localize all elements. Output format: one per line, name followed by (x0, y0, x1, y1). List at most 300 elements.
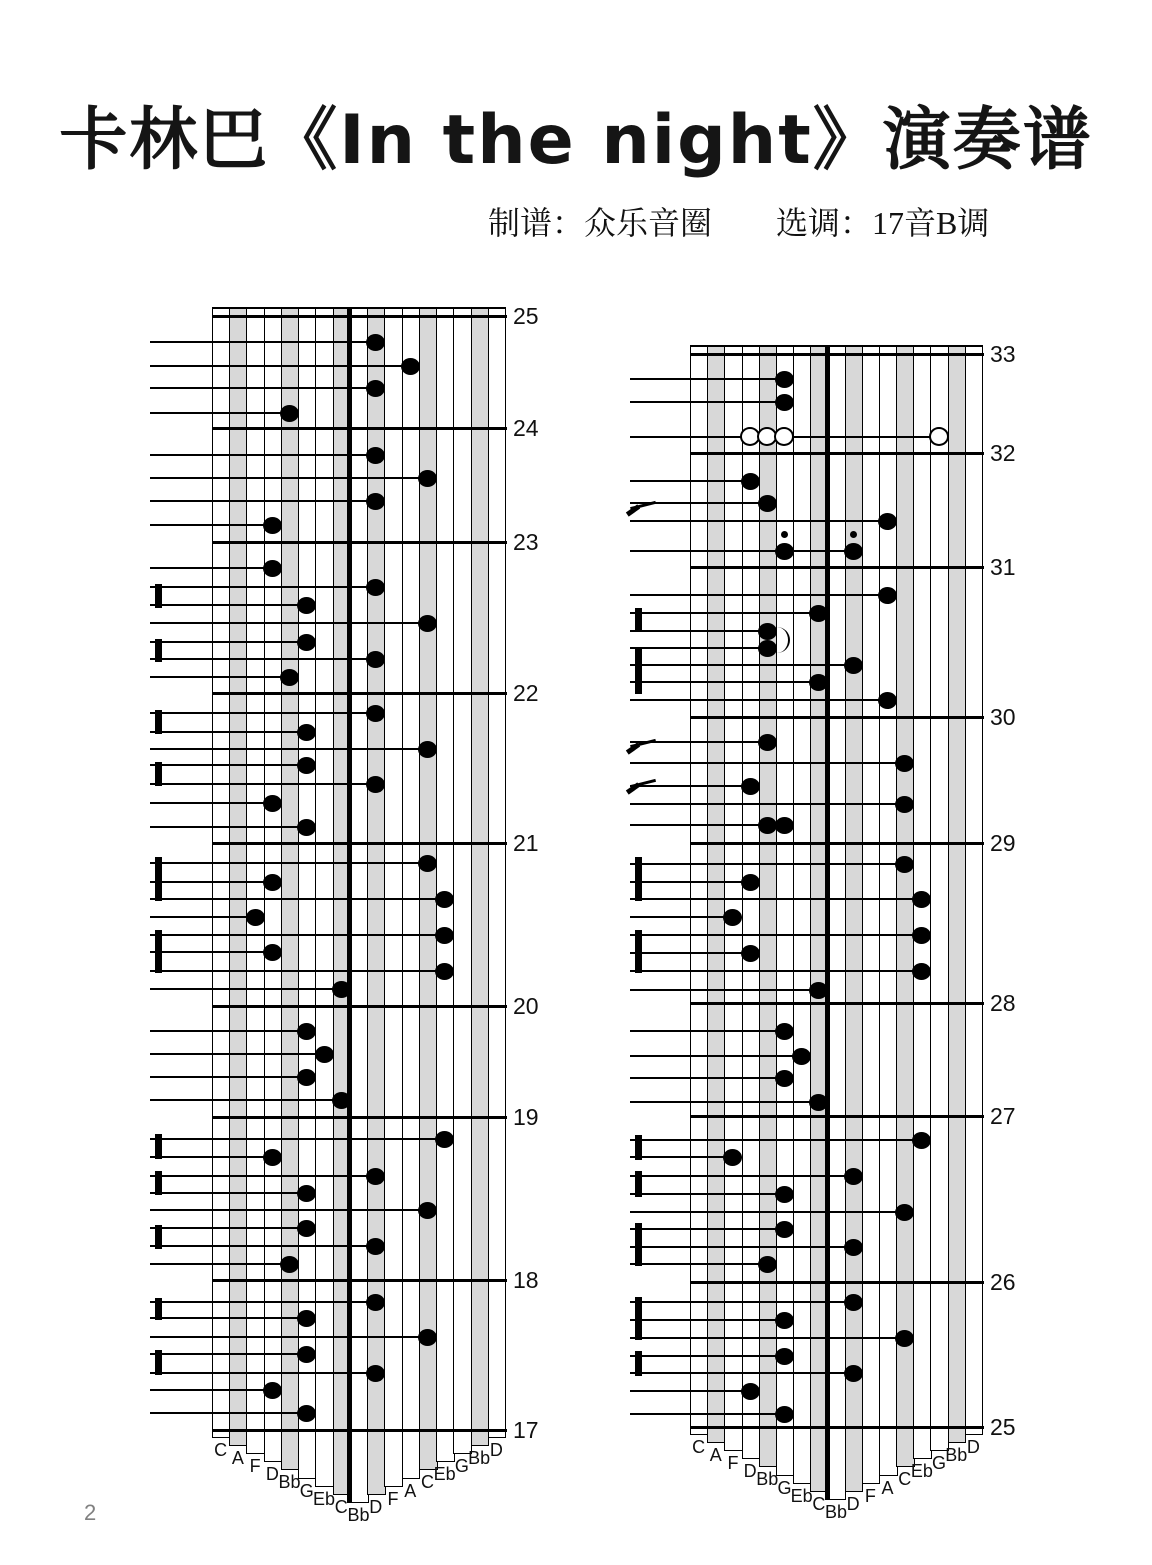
note-beat-line (150, 658, 376, 660)
note-dot (418, 1202, 437, 1219)
note-beat-line (150, 1099, 341, 1101)
note-dot (775, 543, 794, 560)
tine-column (948, 345, 967, 1443)
note-dot (741, 778, 760, 795)
measure-number: 24 (513, 415, 539, 441)
tine-label: A (709, 1445, 722, 1466)
note-beat-line (630, 1228, 784, 1230)
tine-label: C (692, 1437, 706, 1457)
tine-label: D (369, 1496, 383, 1517)
note-beat-line (630, 550, 853, 552)
note-beat-line (150, 802, 272, 804)
note-beat-line (630, 1413, 784, 1415)
note-dot (435, 927, 454, 944)
staff-top-line (212, 307, 505, 309)
tine-label: Bb (347, 1504, 370, 1525)
tine-label: Bb (468, 1448, 491, 1469)
center-tine-line (825, 345, 830, 1500)
note-dot (775, 1186, 794, 1203)
tine-label: G (932, 1453, 947, 1474)
tine-column (281, 307, 300, 1470)
note-beat-line (630, 520, 888, 522)
note-dot (366, 705, 385, 722)
rhythm-beam (155, 762, 162, 786)
note-beat-line (150, 783, 376, 785)
rhythm-beam (155, 1171, 162, 1195)
note-beat-line (150, 641, 307, 643)
note-beat-line (630, 916, 733, 918)
tine-column (930, 345, 949, 1451)
measure-number: 22 (513, 680, 539, 706)
measure-number: 26 (990, 1269, 1016, 1295)
note-dot (775, 1348, 794, 1365)
note-beat-line (150, 567, 272, 569)
note-beat-line (150, 712, 376, 714)
note-dot (297, 1220, 316, 1237)
note-beat-line (150, 862, 427, 864)
note-beat-line (630, 1101, 819, 1103)
note-beat-line (630, 970, 922, 972)
note-dot (912, 891, 931, 908)
note-dot (895, 856, 914, 873)
note-beat-line (630, 594, 888, 596)
note-dot (366, 1168, 385, 1185)
note-beat-line (150, 951, 272, 953)
rhythm-beam (155, 857, 162, 901)
tine-label: Bb (278, 1472, 301, 1493)
note-beat-line (630, 630, 767, 632)
tine-label: C (898, 1469, 912, 1490)
rhythm-beam (155, 639, 162, 662)
note-dot (297, 597, 316, 614)
note-dot (758, 817, 777, 834)
note-dot (297, 1185, 316, 1202)
note-dot (366, 1365, 385, 1382)
note-beat-line (630, 1139, 922, 1141)
note-beat-line (150, 1336, 427, 1338)
note-dot (775, 371, 794, 388)
hollow-note (929, 427, 949, 446)
note-dot (758, 734, 777, 751)
note-beat-line (150, 1138, 445, 1140)
octave-dot (781, 531, 788, 538)
measure-number: 32 (990, 440, 1016, 466)
tine-column (690, 345, 709, 1435)
measure-number: 21 (513, 830, 539, 856)
note-dot (297, 1346, 316, 1363)
rhythm-beam (635, 1297, 642, 1340)
note-beat-line (630, 401, 784, 403)
measure-line (212, 692, 507, 695)
note-dot (878, 513, 897, 530)
measure-line (690, 1115, 984, 1118)
tine-label: F (864, 1485, 876, 1506)
note-dot (418, 615, 437, 632)
note-dot (246, 909, 265, 926)
tine-column (488, 307, 507, 1438)
note-beat-line (150, 881, 272, 883)
tine-label: Bb (756, 1469, 779, 1490)
tine-label: F (727, 1453, 739, 1474)
note-beat-line (150, 826, 307, 828)
note-dot (435, 891, 454, 908)
measure-number: 25 (513, 303, 539, 329)
tine-column (965, 345, 984, 1435)
note-beat-line (630, 934, 922, 936)
tine-label: C (214, 1440, 228, 1460)
note-beat-line (630, 785, 750, 787)
note-beat-line (150, 1372, 376, 1374)
note-dot (418, 1329, 437, 1346)
measure-number: 19 (513, 1104, 539, 1130)
note-dot (895, 1204, 914, 1221)
note-beat-line (150, 1317, 307, 1319)
note-beat-line (630, 1263, 767, 1265)
tine-column (845, 345, 864, 1492)
note-dot (844, 1239, 863, 1256)
measure-line (212, 1005, 507, 1008)
tine-column (402, 307, 421, 1479)
note-beat-line (150, 1076, 307, 1078)
tine-column (315, 307, 334, 1487)
note-dot (809, 674, 828, 691)
note-beat-line (630, 647, 767, 649)
note-beat-line (630, 1030, 784, 1032)
tine-column (776, 345, 795, 1476)
tine-label: D (743, 1461, 757, 1482)
note-beat-line (150, 412, 290, 414)
note-beat-line (630, 762, 905, 764)
measure-number: 29 (990, 830, 1016, 856)
note-beat-line (150, 676, 290, 678)
tine-label: Bb (945, 1445, 968, 1466)
note-beat-line (150, 500, 376, 502)
note-dot (844, 1294, 863, 1311)
note-dot (809, 982, 828, 999)
measure-line (212, 541, 507, 544)
tine-label: C (334, 1496, 348, 1517)
note-dot (297, 1405, 316, 1422)
tine-label: G (299, 1480, 314, 1501)
note-dot (263, 1382, 282, 1399)
note-beat-line (150, 1263, 290, 1265)
note-dot (758, 495, 777, 512)
note-dot (844, 657, 863, 674)
note-beat-line (150, 524, 272, 526)
note-beat-line (150, 604, 307, 606)
measure-line (690, 1002, 984, 1005)
measure-line (212, 427, 507, 430)
note-beat-line (630, 989, 819, 991)
measure-line (212, 315, 507, 318)
measure-line (212, 842, 507, 845)
tine-column (862, 345, 881, 1484)
note-beat-line (630, 1175, 853, 1177)
rhythm-beam (155, 930, 162, 973)
note-dot (332, 981, 351, 998)
measure-number: 20 (513, 993, 539, 1019)
note-dot (280, 669, 299, 686)
note-dot (844, 1365, 863, 1382)
note-dot (758, 1256, 777, 1273)
note-beat-line (150, 1245, 376, 1247)
note-beat-line (150, 1412, 307, 1414)
note-dot (280, 405, 299, 422)
tine-label: A (404, 1480, 417, 1501)
tine-label: D (966, 1437, 980, 1457)
note-dot (775, 817, 794, 834)
note-dot (809, 605, 828, 622)
note-dot (366, 493, 385, 510)
tine-label: F (249, 1456, 261, 1477)
subtitle-key: 选调：17音B调 (776, 205, 990, 241)
note-dot (809, 1094, 828, 1111)
measure-number: 33 (990, 341, 1016, 367)
note-beat-line (630, 699, 888, 701)
note-dot (741, 874, 760, 891)
note-beat-line (150, 1175, 376, 1177)
measure-line (690, 716, 984, 719)
page-number: 2 (84, 1500, 97, 1525)
measure-line (212, 1429, 507, 1432)
note-beat-line (150, 1209, 427, 1211)
note-dot (401, 358, 420, 375)
note-beat-line (150, 622, 427, 624)
tine-column (707, 345, 726, 1443)
note-dot (263, 517, 282, 534)
tine-column (471, 307, 490, 1446)
note-beat-line (630, 863, 905, 865)
measure-line (690, 566, 984, 569)
note-beat-line (630, 881, 750, 883)
measure-number: 31 (990, 554, 1016, 580)
note-dot (366, 1238, 385, 1255)
note-beat-line (150, 1053, 324, 1055)
note-beat-line (150, 365, 410, 367)
note-dot (775, 1312, 794, 1329)
tine-column (453, 307, 472, 1454)
note-dot (792, 1048, 811, 1065)
note-beat-line (150, 1227, 307, 1229)
rhythm-beam (155, 710, 162, 734)
note-beat-line (630, 1055, 802, 1057)
note-dot (844, 1168, 863, 1185)
rhythm-beam (635, 857, 642, 901)
note-dot (775, 394, 794, 411)
page-title: 卡林巴《In the night》演奏谱 (59, 101, 1093, 180)
note-beat-line (150, 764, 307, 766)
note-beat-line (150, 934, 445, 936)
note-dot (775, 1221, 794, 1238)
note-dot (741, 1383, 760, 1400)
note-beat-line (630, 952, 750, 954)
note-beat-line (150, 731, 307, 733)
tine-label: Eb (313, 1488, 336, 1509)
note-dot (418, 855, 437, 872)
note-dot (297, 1310, 316, 1327)
staff-top-line (690, 345, 982, 347)
note-dot (723, 1149, 742, 1166)
tine-column (384, 307, 403, 1487)
rhythm-beam (635, 1171, 642, 1197)
note-dot (263, 795, 282, 812)
note-beat-line (630, 664, 853, 666)
note-dot (366, 334, 385, 351)
tine-label: G (777, 1477, 792, 1498)
measure-number: 30 (990, 704, 1016, 730)
note-dot (315, 1046, 334, 1063)
note-beat-line (150, 1353, 307, 1355)
rhythm-beam (155, 584, 162, 608)
note-dot (435, 963, 454, 980)
note-beat-line (630, 803, 905, 805)
note-dot (878, 692, 897, 709)
note-dot (297, 1069, 316, 1086)
note-dot (263, 560, 282, 577)
note-beat-line (630, 1077, 784, 1079)
note-dot (366, 1294, 385, 1311)
note-beat-line (630, 1337, 905, 1339)
rhythm-beam (635, 930, 642, 973)
measure-line (690, 1426, 984, 1429)
center-tine-line (347, 307, 352, 1503)
gliss-mark (626, 742, 640, 754)
note-dot (297, 724, 316, 741)
octave-dot (850, 531, 857, 538)
note-dot (297, 634, 316, 651)
tine-column (896, 345, 915, 1467)
note-dot (912, 963, 931, 980)
tine-label: C (420, 1472, 434, 1493)
note-dot (775, 1023, 794, 1040)
tine-column (436, 307, 455, 1462)
note-dot (895, 755, 914, 772)
note-beat-line (150, 748, 427, 750)
note-beat-line (150, 1192, 307, 1194)
note-dot (297, 1023, 316, 1040)
note-beat-line (150, 341, 376, 343)
tine-label: Eb (910, 1461, 933, 1482)
note-beat-line (150, 1389, 272, 1391)
note-dot (297, 757, 316, 774)
note-beat-line (150, 970, 445, 972)
note-beat-line (630, 1319, 784, 1321)
note-dot (280, 1256, 299, 1273)
measure-number: 28 (990, 990, 1016, 1016)
note-dot (741, 473, 760, 490)
tine-label: C (812, 1493, 826, 1514)
measure-line (690, 353, 984, 356)
measure-number: 25 (990, 1414, 1016, 1440)
note-beat-line (150, 898, 445, 900)
note-dot (366, 776, 385, 793)
note-beat-line (630, 1193, 784, 1195)
rhythm-beam (635, 1223, 642, 1266)
note-dot (366, 579, 385, 596)
note-beat-line (150, 1156, 272, 1158)
note-dot (263, 944, 282, 961)
note-beat-line (630, 1301, 853, 1303)
note-dot (741, 945, 760, 962)
note-dot (332, 1092, 351, 1109)
note-dot (775, 1070, 794, 1087)
note-dot (418, 741, 437, 758)
tine-column (793, 345, 812, 1484)
tine-label: F (387, 1488, 399, 1509)
note-dot (895, 796, 914, 813)
tine-label: G (454, 1456, 469, 1477)
measure-number: 27 (990, 1103, 1016, 1129)
subtitle-maker: 制谱：众乐音圈 (488, 205, 713, 241)
measure-line (690, 842, 984, 845)
gliss-mark (626, 504, 640, 516)
measure-number: 17 (513, 1417, 539, 1443)
tine-label: D (489, 1440, 503, 1460)
measure-line (212, 1279, 507, 1282)
tine-column (350, 307, 369, 1503)
note-dot (435, 1131, 454, 1148)
note-beat-line (150, 454, 376, 456)
rhythm-beam (155, 1134, 162, 1159)
gliss-mark (626, 782, 640, 794)
subtitle (488, 198, 989, 244)
rhythm-beam (635, 608, 642, 632)
note-dot (895, 1330, 914, 1347)
note-beat-line (630, 612, 819, 614)
note-beat-line (630, 378, 784, 380)
tine-label: Eb (433, 1464, 456, 1485)
tine-label: A (881, 1477, 894, 1498)
tine-label: Eb (790, 1485, 813, 1506)
measure-line (690, 1281, 984, 1284)
note-dot (775, 1406, 794, 1423)
measure-line (212, 1116, 507, 1119)
note-dot (297, 819, 316, 836)
rhythm-beam (635, 647, 642, 694)
note-dot (723, 909, 742, 926)
note-beat-line (150, 1030, 307, 1032)
note-beat-line (630, 480, 750, 482)
note-beat-line (150, 586, 376, 588)
measure-line (690, 452, 984, 455)
note-beat-line (630, 1355, 784, 1357)
note-dot (878, 587, 897, 604)
tine-column (759, 345, 778, 1467)
note-dot (366, 380, 385, 397)
tine-column (742, 345, 761, 1459)
note-dot (263, 1149, 282, 1166)
note-beat-line (630, 1156, 733, 1158)
tine-label: A (231, 1448, 244, 1469)
note-dot (912, 927, 931, 944)
note-dot (263, 874, 282, 891)
note-dot (418, 470, 437, 487)
note-beat-line (630, 1211, 905, 1213)
note-dot (844, 543, 863, 560)
note-dot (366, 447, 385, 464)
note-beat-line (630, 1372, 853, 1374)
tine-label: D (265, 1464, 279, 1485)
measure-number: 18 (513, 1267, 539, 1293)
note-dot (366, 651, 385, 668)
note-beat-line (150, 477, 427, 479)
note-dot (912, 1132, 931, 1149)
rhythm-beam (635, 1135, 642, 1160)
rhythm-beam (635, 1351, 642, 1376)
note-beat-line (150, 916, 255, 918)
note-beat-line (150, 1301, 376, 1303)
note-beat-line (630, 898, 922, 900)
